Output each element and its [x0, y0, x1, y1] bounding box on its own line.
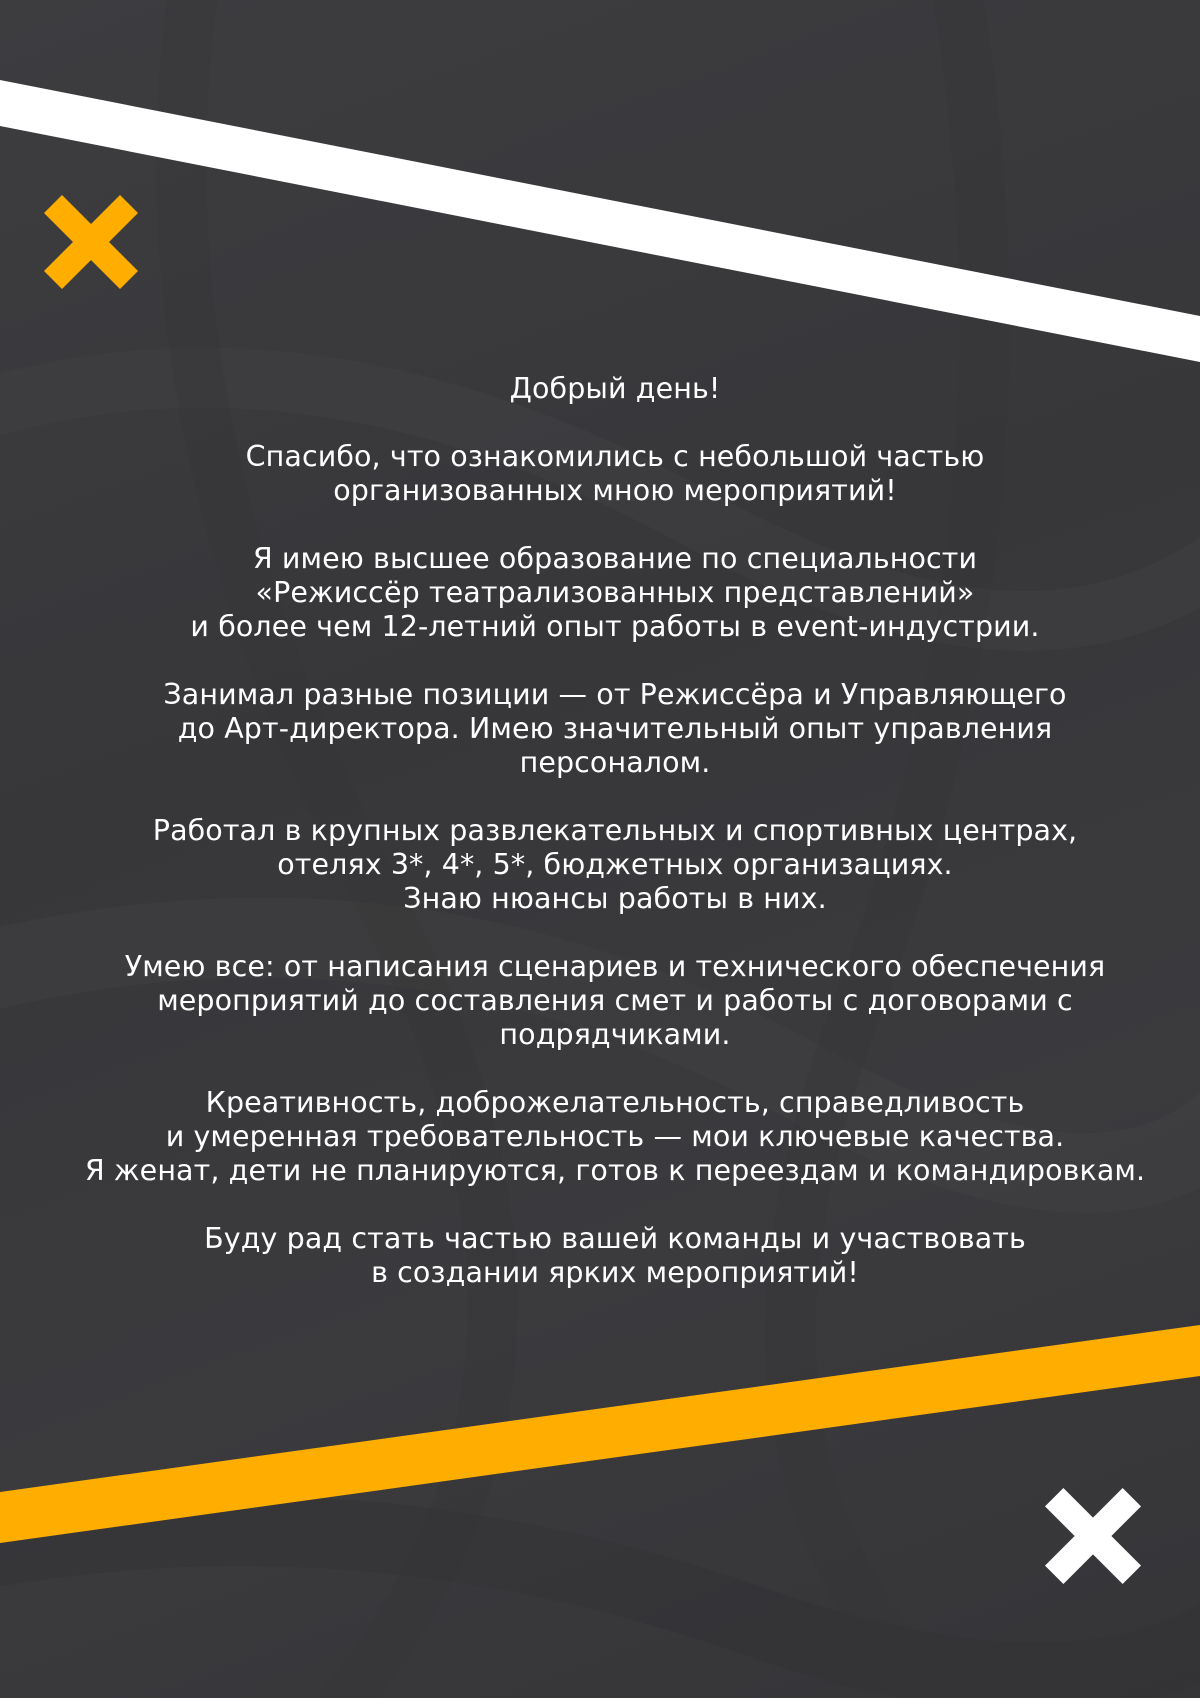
paragraph-skills: Умею все: от написания сценариев и технического обеспечения мероприятий до составления смет и работы с договорами с подрядчиками. [124, 950, 1106, 1051]
paragraph-thanks: Спасибо, что ознакомились с небольшой частью организованных мною мероприятий! [245, 440, 985, 507]
letter-body [40, 372, 1190, 1324]
paragraph-positions: Занимал разные позиции — от Режиссёра и Управляющего до Арт-директора. Имею значительный опыт управления персоналом. [163, 678, 1067, 779]
paragraph-closing: Буду рад стать частью вашей команды и участвовать в создании ярких мероприятий! [204, 1222, 1026, 1289]
paragraph-education: Я имею высшее образование по специальности «Режиссёр театрализованных представлений» и более чем 12-летний опыт работы в event-индустрии. [190, 542, 1040, 643]
paragraph-workplaces: Работал в крупных развлекательных и спортивных центрах, отелях 3*, 4*, 5*, бюджетных организациях. Знаю нюансы работы в них. [152, 814, 1078, 915]
x-cross-icon [44, 195, 138, 289]
paragraph-qualities: Креативность, доброжелательность, справедливость и умеренная требовательность — мои ключевые качества. Я женат, дети не планируются, готов к переездам и командировкам. [84, 1086, 1146, 1187]
x-cross-icon [1045, 1488, 1141, 1584]
greeting: Добрый день! [509, 372, 721, 405]
